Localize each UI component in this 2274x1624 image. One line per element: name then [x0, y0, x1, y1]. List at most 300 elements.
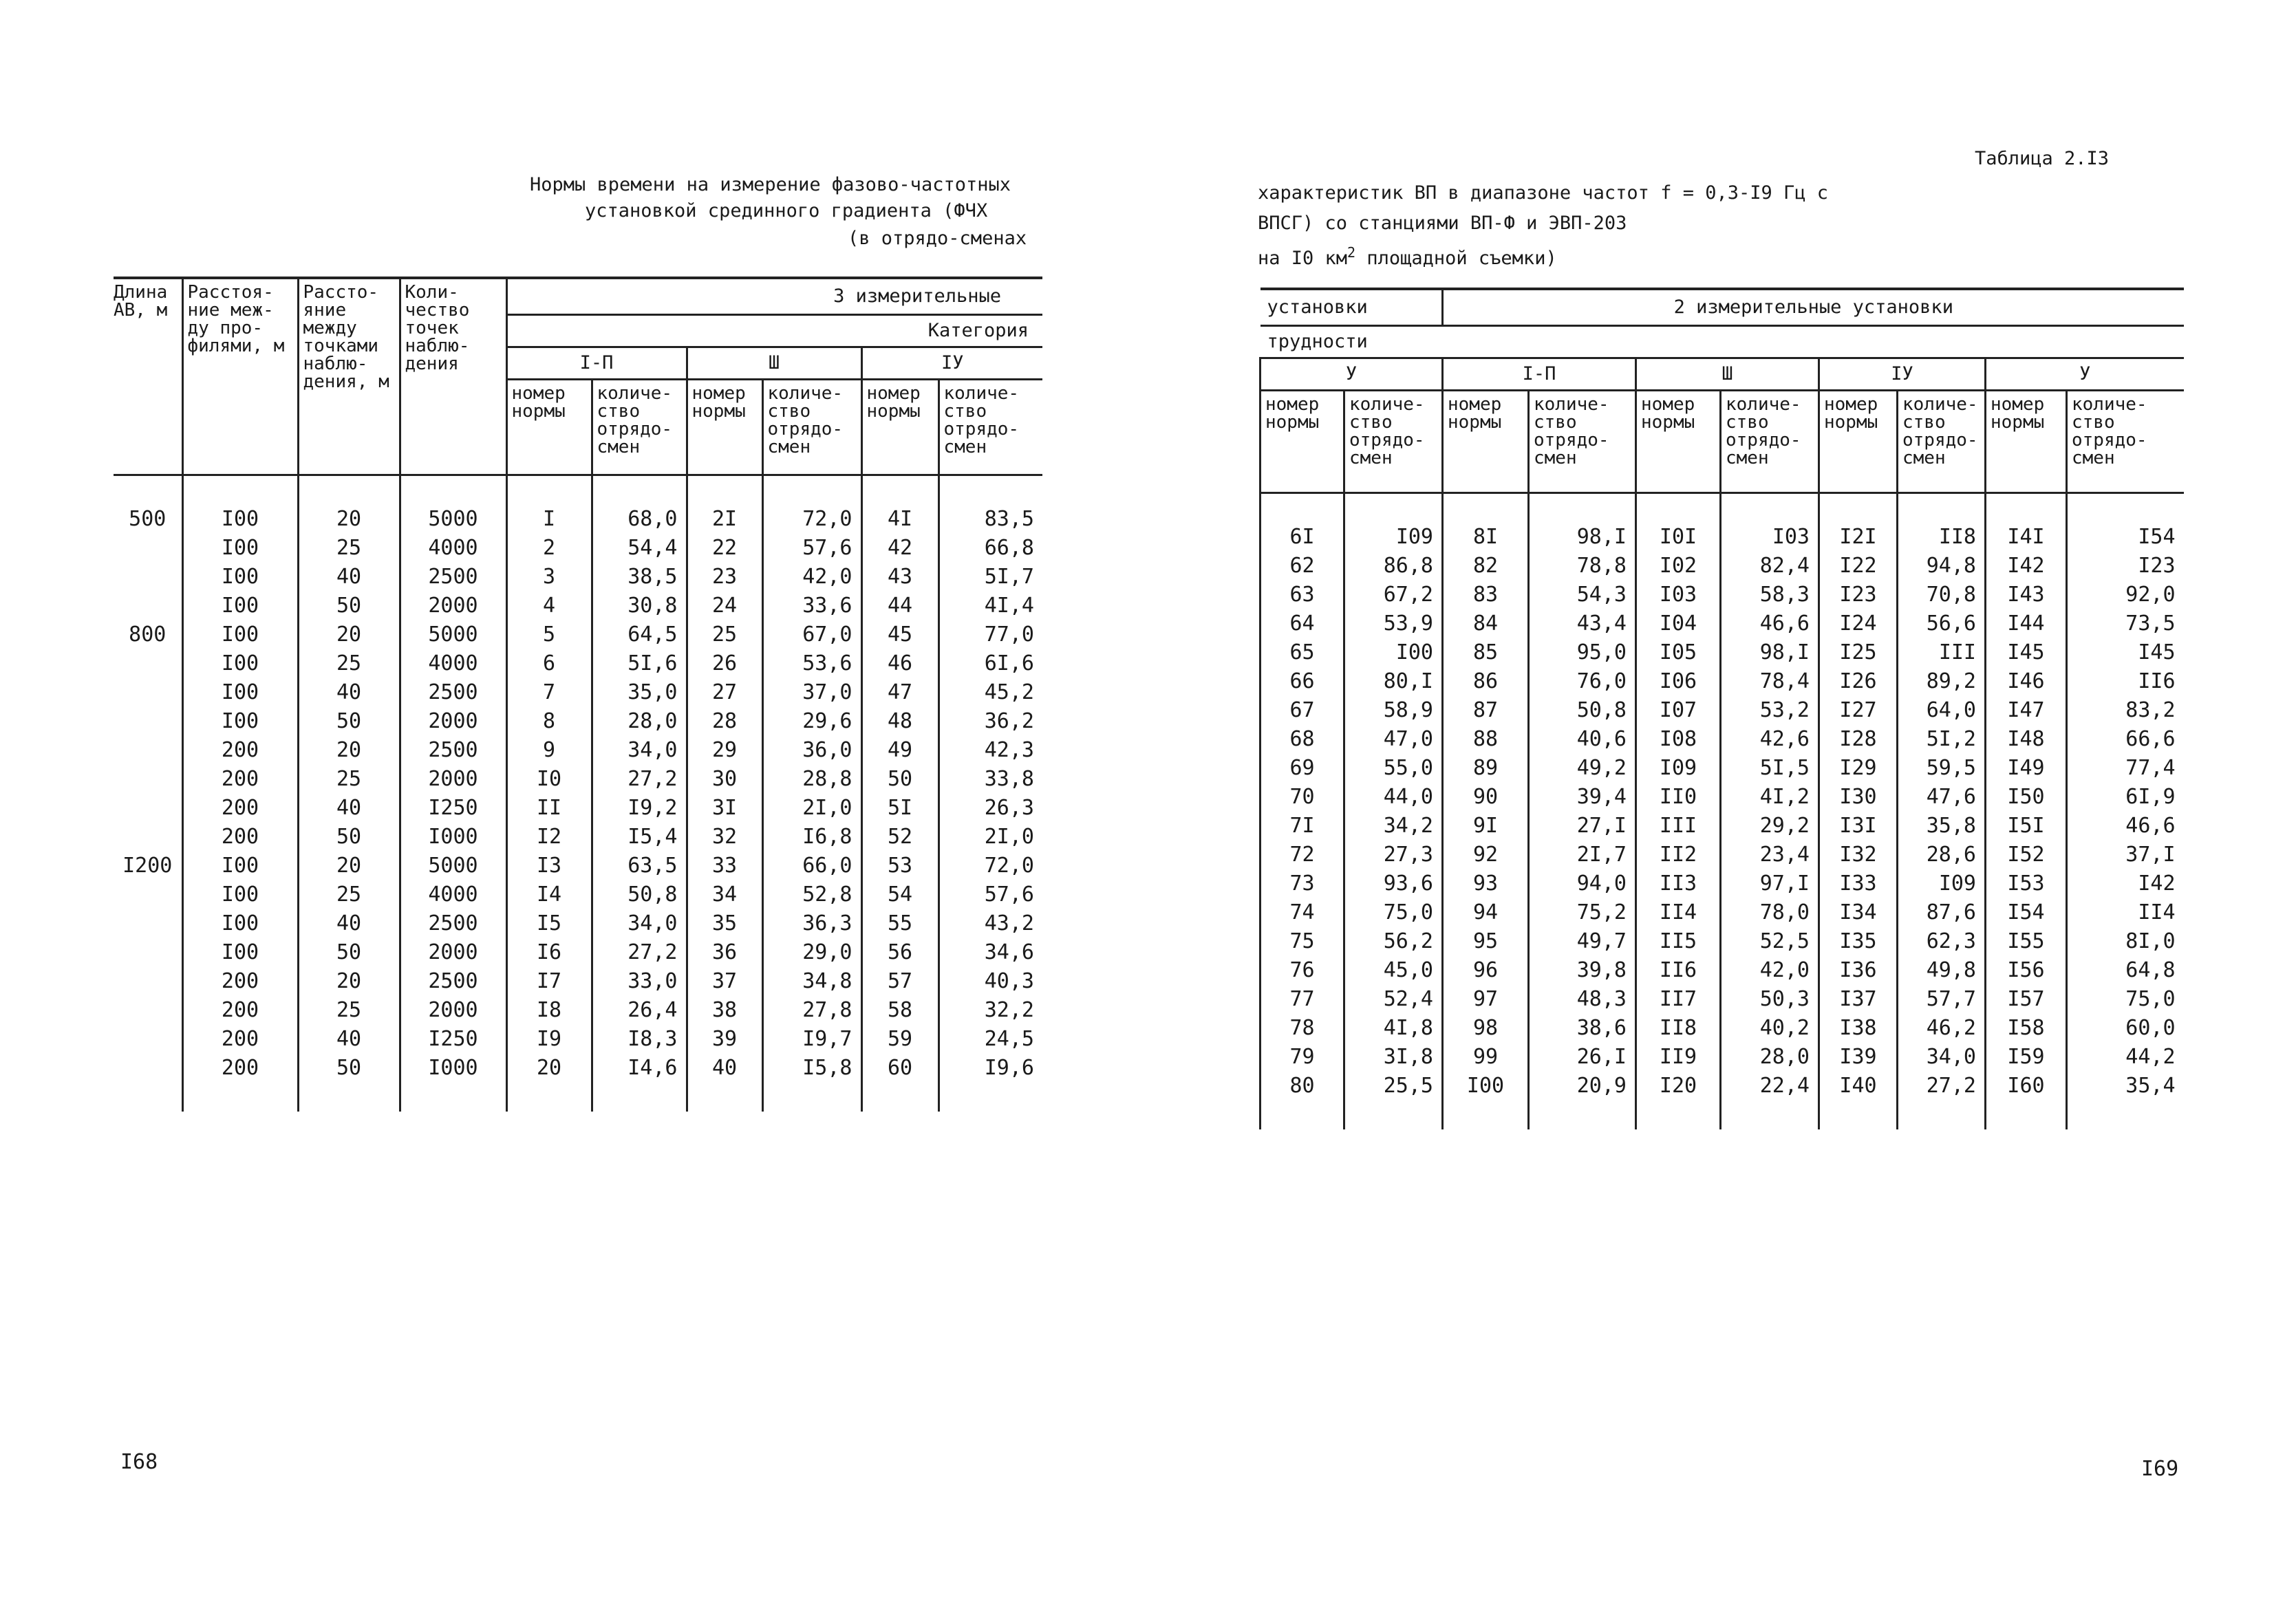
cell-q2: 29,0 [762, 938, 861, 967]
cell-n1: 97 [1443, 985, 1529, 1014]
cell-q3: 77,0 [938, 620, 1042, 649]
table-row [114, 996, 1042, 1025]
cell-q0: 80,I [1344, 667, 1443, 696]
table-row [114, 707, 1042, 736]
cell-q3: 32,2 [938, 996, 1042, 1025]
cell-q1: 54,3 [1529, 581, 1636, 609]
cell-q0: I09 [1344, 523, 1443, 552]
cell-n4: I57 [1986, 985, 2067, 1014]
cell-pts: 25 [298, 996, 400, 1025]
cell-cnt: 5000 [400, 852, 506, 880]
title-area-text: на I0 км [1258, 248, 1348, 269]
cell-q3: 24,5 [938, 1025, 1042, 1054]
cell-n2: 35 [687, 909, 762, 938]
cell-n1: 6 [506, 649, 592, 678]
cell-n1: 89 [1443, 754, 1529, 783]
cell-q2: 97,I [1721, 869, 1819, 898]
table-row [114, 880, 1042, 909]
header-setups: установки [1261, 289, 1443, 326]
cell-n1: 98 [1443, 1014, 1529, 1043]
cell-cnt: 2500 [400, 909, 506, 938]
cell-n3: I23 [1819, 581, 1898, 609]
cell-q3: 49,8 [1898, 956, 1986, 985]
cell-n0: 6I [1261, 523, 1344, 552]
cell-n4: I46 [1986, 667, 2067, 696]
cell-n3: 42 [861, 534, 938, 563]
cell-q0: 75,0 [1344, 898, 1443, 927]
cell-n3: I39 [1819, 1043, 1898, 1072]
cell-n0: 75 [1261, 927, 1344, 956]
cell-n1: 9 [506, 736, 592, 765]
cell-q2: 4I,2 [1721, 783, 1819, 812]
cell-q2: 82,4 [1721, 552, 1819, 581]
cell-n0: 68 [1261, 725, 1344, 754]
cell-q1: I5,4 [592, 823, 687, 852]
cell-q2: 27,8 [762, 996, 861, 1025]
cell-n2: I04 [1636, 609, 1721, 638]
table-row [114, 765, 1042, 794]
cell-n1: 92 [1443, 841, 1529, 869]
cell-q3: 46,2 [1898, 1014, 1986, 1043]
cell-n1: I9 [506, 1025, 592, 1054]
cat-header-3: Ш [1636, 358, 1819, 391]
cell-n3: I24 [1819, 609, 1898, 638]
cell-n1: 95 [1443, 927, 1529, 956]
cell-len [114, 649, 182, 678]
cell-n2: 30 [687, 765, 762, 794]
cell-q0: 3I,8 [1344, 1043, 1443, 1072]
cell-n3: 47 [861, 678, 938, 707]
cell-q1: 49,2 [1529, 754, 1636, 783]
cell-q4: 77,4 [2067, 754, 2184, 783]
cell-prof: 200 [182, 765, 298, 794]
cell-n4: I55 [1986, 927, 2067, 956]
cell-q2: 5I,5 [1721, 754, 1819, 783]
cell-cnt: I250 [400, 1025, 506, 1054]
table-row [114, 649, 1042, 678]
sub-header-qty: количе-ство отрядо-смен [1529, 391, 1636, 493]
cell-len: 800 [129, 622, 167, 647]
cell-q4: 83,2 [2067, 696, 2184, 725]
table-row [1261, 812, 2184, 841]
cell-q3: 5I,2 [1898, 725, 1986, 754]
cell-n3: 48 [861, 707, 938, 736]
table-row [114, 909, 1042, 938]
cell-n1: 94 [1443, 898, 1529, 927]
cell-n2: I08 [1636, 725, 1721, 754]
title-superscript: 2 [1347, 244, 1356, 261]
cell-q4: 35,4 [2067, 1072, 2184, 1101]
cell-n3: 60 [861, 1054, 938, 1083]
sub-header-qty: количе-ство отрядо-смен [592, 380, 687, 475]
right-title-line-2: ВПСГ) со станциями ВП-Ф и ЭВП-203 [1258, 213, 1627, 234]
table-row [114, 967, 1042, 996]
table-row [1261, 523, 2184, 552]
cell-q4: I45 [2067, 638, 2184, 667]
cell-q1: 26,I [1529, 1043, 1636, 1072]
cell-q1: I9,2 [592, 794, 687, 823]
cell-n3: 53 [861, 852, 938, 880]
table-row [114, 823, 1042, 852]
cell-q1: 94,0 [1529, 869, 1636, 898]
cell-n3: 57 [861, 967, 938, 996]
cell-len: I200 [122, 854, 173, 878]
cell-n1: I6 [506, 938, 592, 967]
cell-q4: 64,8 [2067, 956, 2184, 985]
cell-cnt: I000 [400, 1054, 506, 1083]
cell-pts: 50 [298, 823, 400, 852]
cell-prof: I00 [182, 592, 298, 620]
cell-q1: 30,8 [592, 592, 687, 620]
cell-n3: I34 [1819, 898, 1898, 927]
cell-q2: 28,8 [762, 765, 861, 794]
cell-prof: 200 [182, 794, 298, 823]
cat-header-1-2: I-П [506, 347, 687, 380]
cell-n1: 84 [1443, 609, 1529, 638]
cell-q2: 29,6 [762, 707, 861, 736]
table-row [114, 563, 1042, 592]
cell-cnt: 2000 [400, 765, 506, 794]
cell-n3: 5I [861, 794, 938, 823]
cell-n3: I38 [1819, 1014, 1898, 1043]
cell-q1: 28,0 [592, 707, 687, 736]
left-title-line-1: Нормы времени на измерение фазово-частотных [530, 174, 1011, 195]
cell-n3: 50 [861, 765, 938, 794]
cell-n2: 38 [687, 996, 762, 1025]
cell-q2: 28,0 [1721, 1043, 1819, 1072]
table-row [114, 592, 1042, 620]
cell-prof: 200 [182, 1054, 298, 1083]
cell-q1: I4,6 [592, 1054, 687, 1083]
cell-n1: I7 [506, 967, 592, 996]
cell-n2: 27 [687, 678, 762, 707]
cell-q3: 6I,6 [938, 649, 1042, 678]
cell-n1: I8 [506, 996, 592, 1025]
cell-q2: 58,3 [1721, 581, 1819, 609]
cell-len [114, 938, 182, 967]
cell-q1: 38,5 [592, 563, 687, 592]
cell-n4: I5I [1986, 812, 2067, 841]
cell-n0: 62 [1261, 552, 1344, 581]
cell-n1: I2 [506, 823, 592, 852]
cell-q1: 64,5 [592, 620, 687, 649]
table-row [1261, 1072, 2184, 1101]
cell-pts: 40 [298, 678, 400, 707]
cat-header-1-2: I-П [1443, 358, 1636, 391]
cell-q3: 66,8 [938, 534, 1042, 563]
cell-pts: 20 [298, 967, 400, 996]
cell-cnt: 5000 [400, 505, 506, 534]
right-title-line-3 [1258, 239, 1557, 272]
col-header-count-points: Коли-чество точек наблю-дения [400, 278, 506, 475]
cell-q3: 59,5 [1898, 754, 1986, 783]
cell-n0: 77 [1261, 985, 1344, 1014]
cell-n2: 3I [687, 794, 762, 823]
cell-n1: II [506, 794, 592, 823]
cell-prof: 200 [182, 996, 298, 1025]
cell-n3: I35 [1819, 927, 1898, 956]
cell-n0: 65 [1261, 638, 1344, 667]
cell-q3: III [1898, 638, 1986, 667]
cell-n3: I22 [1819, 552, 1898, 581]
cell-q4: 46,6 [2067, 812, 2184, 841]
cell-n4: I53 [1986, 869, 2067, 898]
cell-n4: I50 [1986, 783, 2067, 812]
cell-prof: I00 [182, 620, 298, 649]
cell-n3: 56 [861, 938, 938, 967]
cell-q3: 35,8 [1898, 812, 1986, 841]
cell-q1: 26,4 [592, 996, 687, 1025]
cell-q2: 72,0 [762, 505, 861, 534]
cell-n1: 96 [1443, 956, 1529, 985]
cell-q4: II6 [2067, 667, 2184, 696]
cell-q1: 98,I [1529, 523, 1636, 552]
cell-len [114, 996, 182, 1025]
cell-n3: I33 [1819, 869, 1898, 898]
cell-n1: 7 [506, 678, 592, 707]
cell-n3: I40 [1819, 1072, 1898, 1101]
sub-header-qty: количе-ство отрядо-смен [1898, 391, 1986, 493]
cell-n1: 5 [506, 620, 592, 649]
cell-prof: I00 [182, 880, 298, 909]
cell-n0: 72 [1261, 841, 1344, 869]
cell-q1: 27,2 [592, 765, 687, 794]
cell-n0: 66 [1261, 667, 1344, 696]
table-row [1261, 725, 2184, 754]
cell-n2: I05 [1636, 638, 1721, 667]
cell-q1: I8,3 [592, 1025, 687, 1054]
cell-n2: I03 [1636, 581, 1721, 609]
category-header: Категория [506, 315, 1042, 347]
cell-n3: I26 [1819, 667, 1898, 696]
cell-cnt: 2000 [400, 996, 506, 1025]
cell-q3: 26,3 [938, 794, 1042, 823]
cell-q2: I9,7 [762, 1025, 861, 1054]
cell-n2: 24 [687, 592, 762, 620]
table-row [114, 852, 1042, 880]
cell-q3: I09 [1898, 869, 1986, 898]
cell-q1: 49,7 [1529, 927, 1636, 956]
cell-q2: 46,6 [1721, 609, 1819, 638]
cell-q4: 75,0 [2067, 985, 2184, 1014]
table-row [1261, 581, 2184, 609]
cell-q3: 94,8 [1898, 552, 1986, 581]
cell-q4: 6I,9 [2067, 783, 2184, 812]
cell-n1: 8 [506, 707, 592, 736]
cell-cnt: 4000 [400, 534, 506, 563]
cell-n1: 4 [506, 592, 592, 620]
cell-q3: 2I,0 [938, 823, 1042, 852]
cell-cnt: 2500 [400, 563, 506, 592]
cell-q2: 57,6 [762, 534, 861, 563]
cell-q3: 56,6 [1898, 609, 1986, 638]
cell-len [114, 1054, 182, 1083]
cell-pts: 40 [298, 1025, 400, 1054]
cell-n2: I0I [1636, 523, 1721, 552]
group-header-2-setups: 2 измерительные установки [1443, 289, 2184, 326]
cell-n2: 36 [687, 938, 762, 967]
cell-q3: 62,3 [1898, 927, 1986, 956]
cell-n1: I5 [506, 909, 592, 938]
cell-n3: 52 [861, 823, 938, 852]
right-title-line-1: характеристик ВП в диапазоне частот f = 0,3-I9 Гц с [1258, 182, 1829, 204]
cell-n2: I06 [1636, 667, 1721, 696]
cell-n3: 4I [861, 505, 938, 534]
cell-len [114, 765, 182, 794]
cell-q0: 45,0 [1344, 956, 1443, 985]
cell-q2: 36,0 [762, 736, 861, 765]
cell-q3: 72,0 [938, 852, 1042, 880]
sub-header-norm-no: номер нормы [1443, 391, 1529, 493]
col-header-dist-profiles: Расстоя-ние меж-ду про-филями, м [182, 278, 298, 475]
cell-cnt: I250 [400, 794, 506, 823]
table-row [114, 736, 1042, 765]
table-row [114, 1025, 1042, 1054]
cell-n3: I3I [1819, 812, 1898, 841]
cell-q4: II4 [2067, 898, 2184, 927]
cell-n2: 32 [687, 823, 762, 852]
cell-prof: I00 [182, 505, 298, 534]
cell-n2: 39 [687, 1025, 762, 1054]
cell-q2: 42,0 [1721, 956, 1819, 985]
cell-q2: 52,5 [1721, 927, 1819, 956]
cell-n1: I00 [1443, 1072, 1529, 1101]
cell-q1: 78,8 [1529, 552, 1636, 581]
cell-n3: I2I [1819, 523, 1898, 552]
cell-q2: 42,6 [1721, 725, 1819, 754]
cell-n4: I47 [1986, 696, 2067, 725]
cell-q0: 67,2 [1344, 581, 1443, 609]
sub-header-qty: количе-ство отрядо-смен [1721, 391, 1819, 493]
cell-pts: 25 [298, 880, 400, 909]
cell-n1: I0 [506, 765, 592, 794]
cell-q4: 8I,0 [2067, 927, 2184, 956]
cell-q3: 28,6 [1898, 841, 1986, 869]
cell-prof: 200 [182, 736, 298, 765]
cell-n4: I43 [1986, 581, 2067, 609]
cell-n0: 64 [1261, 609, 1344, 638]
cell-q3: 87,6 [1898, 898, 1986, 927]
sub-header-qty: количе-ство отрядо-смен [762, 380, 861, 475]
cell-q3: 4I,4 [938, 592, 1042, 620]
cell-n0: 76 [1261, 956, 1344, 985]
cell-cnt: 4000 [400, 649, 506, 678]
cell-n3: I28 [1819, 725, 1898, 754]
cell-n0: 7I [1261, 812, 1344, 841]
cell-n2: I02 [1636, 552, 1721, 581]
cell-q4: 44,2 [2067, 1043, 2184, 1072]
table-row [1261, 927, 2184, 956]
col-header-length: Длина АВ, м [114, 278, 182, 475]
cell-q2: 2I,0 [762, 794, 861, 823]
cell-n4: I59 [1986, 1043, 2067, 1072]
sub-header-qty: количе-ство отрядо-смен [2067, 391, 2184, 493]
cell-q4: I54 [2067, 523, 2184, 552]
cell-n1: 93 [1443, 869, 1529, 898]
sub-header-norm-no: номер нормы [1261, 391, 1344, 493]
cell-n0: 73 [1261, 869, 1344, 898]
cell-pts: 25 [298, 765, 400, 794]
cell-q2: 40,2 [1721, 1014, 1819, 1043]
cell-len [114, 707, 182, 736]
cell-cnt: 4000 [400, 880, 506, 909]
cell-len: 500 [129, 507, 167, 531]
cell-n4: I42 [1986, 552, 2067, 581]
cell-pts: 20 [298, 736, 400, 765]
cell-prof: I00 [182, 938, 298, 967]
cell-n3: 59 [861, 1025, 938, 1054]
table-row [114, 938, 1042, 967]
cell-q0: 4I,8 [1344, 1014, 1443, 1043]
cell-q1: 33,0 [592, 967, 687, 996]
cell-q4: 37,I [2067, 841, 2184, 869]
cell-n4: I52 [1986, 841, 2067, 869]
cell-n3: I30 [1819, 783, 1898, 812]
table-row [114, 678, 1042, 707]
cell-n1: 88 [1443, 725, 1529, 754]
cell-pts: 40 [298, 909, 400, 938]
cell-n2: 37 [687, 967, 762, 996]
cell-pts: 40 [298, 563, 400, 592]
cell-pts: 20 [298, 852, 400, 880]
table-row [1261, 609, 2184, 638]
cell-n2: 25 [687, 620, 762, 649]
cell-len [114, 1025, 182, 1054]
cell-n1: I4 [506, 880, 592, 909]
cell-n3: 44 [861, 592, 938, 620]
cell-q2: I5,8 [762, 1054, 861, 1083]
cell-q3: 36,2 [938, 707, 1042, 736]
cell-q2: 42,0 [762, 563, 861, 592]
cell-q1: 2I,7 [1529, 841, 1636, 869]
cell-q1: 27,2 [592, 938, 687, 967]
sub-header-qty: количе-ство отрядо-смен [938, 380, 1042, 475]
left-title-line-3: (в отрядо-сменах [848, 228, 1027, 249]
cell-prof: I00 [182, 909, 298, 938]
cell-n3: 45 [861, 620, 938, 649]
cell-n1: 3 [506, 563, 592, 592]
table-row [1261, 696, 2184, 725]
right-norms-table [1259, 288, 2184, 1129]
cell-n0: 74 [1261, 898, 1344, 927]
cell-q1: 63,5 [592, 852, 687, 880]
cell-pts: 50 [298, 707, 400, 736]
cell-q4: 60,0 [2067, 1014, 2184, 1043]
cell-prof: 200 [182, 823, 298, 852]
cell-q1: 68,0 [592, 505, 687, 534]
cell-q2: 66,0 [762, 852, 861, 880]
cell-q1: 39,4 [1529, 783, 1636, 812]
cat-header-5: У [1261, 358, 1443, 391]
cell-q2: 53,2 [1721, 696, 1819, 725]
cell-n2: I20 [1636, 1072, 1721, 1101]
cell-q1: 20,9 [1529, 1072, 1636, 1101]
cell-n2: I07 [1636, 696, 1721, 725]
cell-q1: 50,8 [1529, 696, 1636, 725]
cell-n1: 99 [1443, 1043, 1529, 1072]
header-difficulty: трудности [1261, 326, 2184, 358]
cell-n2: I09 [1636, 754, 1721, 783]
cell-q0: 52,4 [1344, 985, 1443, 1014]
cell-cnt: 2000 [400, 938, 506, 967]
cell-q2: 22,4 [1721, 1072, 1819, 1101]
cell-pts: 50 [298, 592, 400, 620]
cell-n3: 55 [861, 909, 938, 938]
cell-q3: 89,2 [1898, 667, 1986, 696]
cell-n2: II3 [1636, 869, 1721, 898]
cell-q2: 23,4 [1721, 841, 1819, 869]
cell-n3: 43 [861, 563, 938, 592]
